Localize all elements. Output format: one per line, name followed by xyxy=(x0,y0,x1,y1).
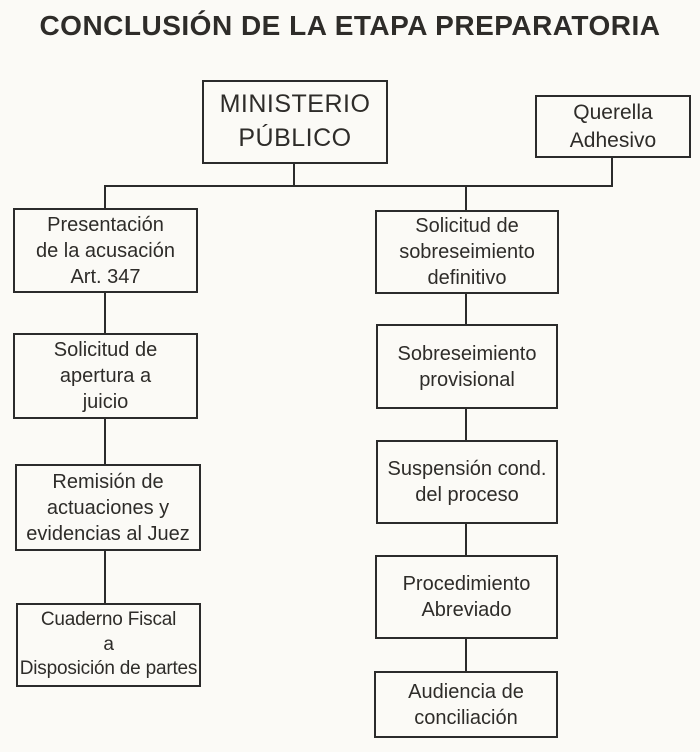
node-line: Cuaderno Fiscal xyxy=(40,608,177,630)
node-line: Solicitud de xyxy=(53,339,158,361)
node-line: Sobreseimiento xyxy=(397,342,537,365)
connector-procedimiento-audiencia xyxy=(465,637,467,673)
node-line: Remisión de xyxy=(52,470,164,493)
node-line: conciliación xyxy=(414,706,518,729)
node-line: Querella xyxy=(573,101,653,125)
node-line: juicio xyxy=(82,391,129,413)
node-line: MINISTERIO xyxy=(219,90,371,119)
node-line: Procedimiento xyxy=(402,573,531,595)
node-line: Solicitud de xyxy=(415,215,519,237)
connector-remision-cuaderno xyxy=(104,549,106,605)
connector-left-branch-drop xyxy=(104,185,106,210)
node-line: Presentación xyxy=(47,213,164,236)
node-ministerio-publico xyxy=(202,80,388,164)
connector-definitivo-provisional xyxy=(465,292,467,326)
node-cuaderno-fiscal xyxy=(16,603,201,687)
node-line: a xyxy=(103,633,114,655)
node-querella-adhesivo xyxy=(535,95,691,158)
connector-querella-drop xyxy=(611,157,613,187)
connector-provisional-suspension xyxy=(465,407,467,442)
node-audiencia-conciliacion xyxy=(374,671,558,738)
node-line: evidencias al Juez xyxy=(26,522,190,545)
connector-suspension-procedimiento xyxy=(465,522,467,557)
node-line: provisional xyxy=(419,368,515,391)
node-line: Adhesivo xyxy=(569,128,657,152)
connector-right-branch-drop xyxy=(465,185,467,212)
node-line: Suspensión cond. xyxy=(387,458,547,480)
node-line: de la acusación xyxy=(36,239,175,262)
node-line: del proceso xyxy=(415,484,519,506)
node-solicitud-apertura-juicio xyxy=(13,333,198,419)
node-line: Audiencia de xyxy=(408,680,524,703)
node-sobreseimiento-definitivo xyxy=(375,210,559,294)
connector-apertura-remision xyxy=(104,417,106,466)
node-line: Abreviado xyxy=(421,599,512,621)
node-remision-actuaciones xyxy=(15,464,201,551)
connector-horizontal-bar xyxy=(104,185,613,187)
diagram-title: CONCLUSIÓN DE LA ETAPA PREPARATORIA xyxy=(39,10,661,41)
connector-ministerio-drop xyxy=(293,163,295,187)
node-line: definitivo xyxy=(427,267,507,289)
node-line: sobreseimiento xyxy=(399,241,535,263)
node-sobreseimiento-provisional xyxy=(376,324,558,409)
node-suspension-condicional xyxy=(376,440,558,524)
connector-presentacion-apertura xyxy=(104,291,106,335)
node-line: PÚBLICO xyxy=(238,124,352,152)
node-line: actuaciones y xyxy=(46,496,170,519)
node-line: apertura a xyxy=(59,365,152,387)
node-line: Disposición de partes xyxy=(19,658,198,680)
node-procedimiento-abreviado xyxy=(375,555,558,639)
node-presentacion-acusacion xyxy=(13,208,198,293)
node-line: Art. 347 xyxy=(70,265,141,288)
